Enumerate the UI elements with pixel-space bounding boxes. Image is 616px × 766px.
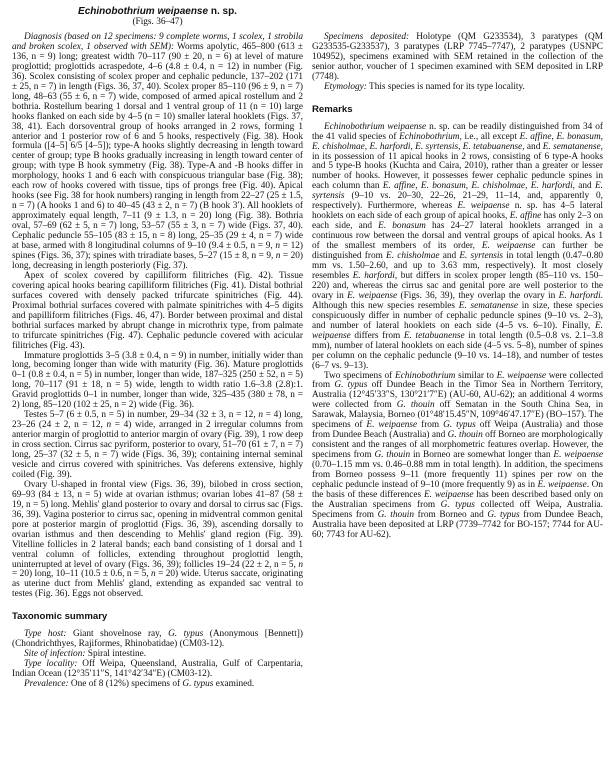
text-run: can further be distinguished from [312, 241, 603, 262]
text-run: , i.e., all except [459, 131, 520, 142]
text-run: has 24–27 lateral hooklets arranged in a continuous row between the dorsal and ventral groups of apical hooks. As 1 of the smallest members of its order, [312, 221, 603, 252]
paragraph [12, 33, 303, 272]
italic-text: E. affine [509, 211, 542, 222]
text-run: from Borneo and [414, 509, 488, 520]
text-run: similar to [455, 370, 497, 381]
text-run: Apex of scolex covered by capilliform filitriches (Fig. 42). Tissue covering apical hooks bearing capilliform filitriches (Fig. 41). Distal bothrial surfaces covered with densely packed trifurcate spinitriches (Fig. 44). Proximal bothrial surfaces covered with palmate spinitriches with 4–5 digits and papilliform filitriches (Figs. 46, 47). Border between proximal and distal bothrial surfaces marked by abrupt change in microthrix type, from palmate to trifurcate spinitriches (Fig. 47). Cephalic peduncle covered with acicular filitriches (Fig. 43). [12, 270, 303, 351]
text-run: (0.70–1.15 mm vs. 0.46–0.88 mm in total length). In addition, the specimens from Borneo possess 9–11 (more frequently 11) spines per row on the cephalic peduncle instead of 9–10 (more frequently 9) as in [312, 460, 603, 490]
italic-text: E. bonasum [420, 181, 466, 192]
italic-text: G. typus [440, 499, 475, 510]
italic-text: E. bonasum [556, 131, 601, 142]
italic-text: Type host: [24, 629, 67, 640]
text-run: One of 8 (12%) specimens of [68, 679, 183, 690]
text-run: , and [522, 141, 543, 152]
italic-text: n [275, 250, 281, 261]
text-run: n. sp. has 4–5 lateral hooklets on each side of each group of apical hooks, [312, 201, 603, 222]
text-run: , [525, 181, 531, 192]
paragraph [12, 352, 303, 412]
species-suffix: n. sp. [208, 6, 237, 17]
italic-text: G. typus [334, 380, 368, 391]
text-run: in total length (0.47–0.80 mm vs. 1.50–2.60, and up to 3.63 mm, respectively). It most closely resembles [312, 251, 604, 281]
paragraph [312, 123, 603, 372]
italic-text: E. weipaense [481, 241, 536, 252]
italic-text: n [275, 241, 281, 252]
text-run: examined. [213, 679, 255, 690]
italic-text: Echinobothrium weipaense [324, 121, 427, 132]
left-column [12, 33, 303, 690]
italic-text: Specimens deposited: [324, 32, 410, 42]
text-run: from [417, 420, 444, 431]
text-run: , [551, 131, 557, 142]
text-run: in Borneo are somewhat longer than [410, 450, 554, 461]
remarks-heading: Remarks [312, 103, 353, 115]
species-name: Echinobothrium weipaense [78, 6, 209, 17]
paragraph [12, 272, 303, 352]
text-run: = 20) long, 10–11 (10.5 ± 0.6, n = 5, [12, 569, 151, 580]
text-run: (9–10 vs. 20–30, 22–26, 21–29, 11–14, and, apparently 0, respectively). Furthermore, whereas [312, 191, 603, 212]
italic-text: Diagnosis (based on 12 specimens: 9 complete worms, 1 scolex, 1 strobila and broken scolex, 1 observed with SEM): [12, 32, 303, 52]
text-run: collected off Weipa, Australia. Specimens from [312, 499, 603, 520]
paragraph [12, 660, 303, 680]
text-run: from Dundee Beach, Australia have been deposited at LRP (7739–7742 for BO-157; 7744 for AU-60; 7743 for AU-62). [312, 509, 604, 540]
text-run: . On the basis of these differences [312, 479, 604, 500]
text-run: (Anonymous [Bennett]) (Chondrichthyes, Rajiformes, Rhinobatidae) (CM03-12). [12, 629, 303, 650]
italic-text: n [106, 420, 112, 431]
paragraph [12, 680, 303, 690]
italic-text: E. weipaense [537, 479, 587, 490]
right-column [312, 33, 603, 541]
italic-text: Echinobothrium [394, 370, 456, 381]
text-run: , [465, 181, 472, 192]
italic-text: E. weipaense [496, 370, 546, 381]
italic-text: n [150, 569, 156, 580]
text-run: has only 2–3 on each side, and [312, 211, 604, 232]
text-run: , [415, 181, 421, 192]
italic-text: E. chisholmae [386, 251, 440, 262]
italic-text: G. typus [182, 679, 214, 690]
italic-text: E. tetabuanense [403, 330, 465, 341]
italic-text: E. syrtensis [459, 251, 504, 262]
text-run: , and [572, 181, 595, 192]
text-run: This species is named for its type locality. [366, 81, 525, 92]
italic-text: E. syrtensis [312, 181, 604, 202]
text-run: Testes 5–7 (6 ± 0.5, n = 5) in number, 29–34 (32 ± 3, n = 12, [24, 410, 259, 421]
text-run: = 20) wide. Uterus saccate, originating as uterine duct from Mehlis' gland, extending as expanded sac ventral to testes (Fig. 36). Eggs not observed. [12, 569, 304, 600]
text-run: and [439, 251, 460, 262]
description-section [12, 33, 303, 600]
italic-text: E. chisholmae [471, 181, 526, 192]
italic-text: E. harfordi [558, 290, 601, 301]
italic-text: E. bonasum [378, 221, 426, 232]
text-run: off Dundee Beach in the Timor Sea in Northern Territory, Australia (12°45′33″S, 130°21′7″E) (AU-60, AU-62); an additional 4 worms were collected from [312, 380, 603, 411]
italic-text: E. weipaense [424, 489, 474, 500]
taxonomic-summary-section [12, 630, 303, 690]
text-run: Off Weipa, Queensland, Australia, Gulf of Carpentaria, Indian Ocean (12°35′11″S, 141°42′34″E) (CM03-12). [12, 659, 303, 680]
text-run: off Weipa (Australia) and those from Dundee Beach (Australia) and [312, 420, 603, 441]
text-run: Worms apolytic, 465–800 (613 ± 136, n = 9) long; greatest width 70–117 (90 ± 20, n = 6) at level of mature proglottid; proglottids acraspedote, 4–6 (4.8 ± 0.4, n = 12) in number (Fig. 36). Scolex consisting of scolex proper and cephalic peduncle, 137–202 (171 ± 25, n = 7) in length (Figs. 36, 37, 40). Scolex proper 85–110 (96 ± 9, n = 7) long, 48–63 (55 ± 6, n = 7) wide, composed of armed apical rostellum and 2 bothria. Rostellum bearing 1 dorsal and 1 ventral group of 11 (n = 10) large hooks flanked on each side by 4–5 (n = 10) smaller lateral hooklets (Figs. 37, 38, 41). Each dorsoventral group of hooks arranged in 2 rows, forming 1 anterior and 1 posterior row of 6 and 5 hooks, respectively (Fig. 38). Hook formula ([4–5] 6/5 [4–5]); type-A hooks slightly decreasing in length toward center of group; type B hooks gradually increasing in length toward center of group; with type B hook symmetry (Fig. 38). Type-A and -B hooks differ in morphology, hooks 1 and 6 each with conspicuous triangular base (Fig. 38); each row of hooks covered with tissue, tips of prongs free (Fig. 40). Apical hooks (see Fig. 38 for hook numbers) ranging in length from 22–27 (25 ± 1.5, n = 7) (A hooks 1 and 6) to 40–45 (43 ± 2, n = 7) (B hook 3′). All hooklets of approximately equal length, 7–11 (9 ± 1.3, n = 20) long (Fig. 38). Bothria oval, 57–69 (62 ± 5, n = 7) long, 53–57 (55 ± 3, n = 7) wide (Figs. 37, 40). Cephalic peduncle 55–105 (83 ± 15, n = 8) long, 25–35 (29 ± 4, n = 7) wide at base, armed with 8 longitudinal columns of 9–10 (9.4 ± 0.5, n = 9, [12, 41, 304, 252]
text-run: = 4) wide, arranged in 2 irregular columns from anterior margin of proglottid to anterior margin of ovary (Fig. 39), 1 row deep in cross section. Cirrus sac pyriform, posterior to ovary, 51–70 (61 ± 7, n = 7) long, 25–37 (32 ± 5, n = 7) wide (Figs. 36, 39); containing internal seminal vesicle and cirrus covered with spinitriches. Vas deferens extensive, highly coiled (Fig. 39). [12, 420, 303, 480]
figure-reference: (Figs. 36–47) [132, 17, 183, 27]
italic-text: G. thouin [447, 430, 483, 441]
text-run: has been described based only on the Australian specimens from [312, 489, 603, 510]
text-run: (Figs. 36, 39), they overlap the ovary in [397, 290, 559, 301]
italic-text: E. syrtensis [415, 141, 459, 152]
text-run: in size, these species conspicuously differ in number of cephalic peduncle spines (9–10 vs. 2–3), and number of lateral hooklets on each side (4–5 vs. 6–10). Finally, [312, 300, 603, 331]
text-run: , [410, 141, 416, 152]
italic-text: Type locality: [24, 659, 78, 670]
italic-text: G. thouin [374, 450, 411, 461]
italic-text: E. harfordi [530, 181, 573, 192]
text-run: , but differs in scolex proper length (85–110 vs. 150–220) and, whereas the cirrus sac and genital pore are well posterior to the ovary in [312, 270, 604, 301]
paragraph [312, 83, 603, 93]
text-run: . Although this new species resembles [312, 290, 603, 311]
species-title [12, 6, 303, 17]
text-run: Spiral intestine. [85, 649, 147, 660]
italic-text: Site of infection: [24, 649, 86, 660]
text-run: Immature proglottids 3–5 (3.8 ± 0.4, n = 9) in number, initially wider than long, becoming longer than wide with maturity (Fig. 36). Mature proglottids 0–1 (0.8 ± 0.4, n = 5) in number, longer than wide, 187–325 (250 ± 52, n = 5) long, 70–117 (91 ± 18, n = 5) wide, length to width ratio 1.6–3.8 (2.8):1. Gravid proglottids 0–1 in number, longer than wide, 325–435 (380 ± 78, n = 2) long, 85–120 (102 ± 25, n = 2) wide (Fig. 36). [12, 350, 303, 411]
italic-text: n [298, 559, 303, 570]
text-run: , [600, 131, 603, 142]
italic-text: E. weipaense [457, 201, 510, 212]
italic-text: E. sematanense [458, 300, 519, 311]
italic-text: Etymology: [324, 81, 367, 92]
italic-text: E. weipaense [347, 290, 398, 301]
paragraph [12, 481, 303, 600]
italic-text: G. typus [168, 629, 204, 640]
italic-text: G. thouin [396, 400, 435, 411]
italic-text: E. harfordi [369, 141, 411, 152]
italic-text: G. typus [487, 509, 520, 520]
text-run: Holotype (QM G233534), 3 paratypes (QM G233535-G233537), 3 paratypes (LRP 7745–7747), 2 paratypes (USNPC 104952), specimens examined with SEM retained in the collection of the senior author, voucher of 1 specimen examined with SEM deposited in LRP (7748). [312, 32, 603, 82]
text-run: were collected from [312, 370, 604, 391]
text-run: in total length (0.5–0.8 vs. 2.1–3.8 mm), number of lateral hooklets on each side (4–5 vs. 5–8), number of spines per column on the cephalic peduncle (9–10 vs. 14–18), and number of testes (6–7 vs. 9–13). [312, 330, 603, 371]
italic-text: E. weipaense [553, 450, 603, 461]
text-run: Two specimens of [324, 370, 395, 381]
italic-text: E. affine [382, 181, 416, 192]
text-run: differs from [350, 330, 404, 341]
taxonomic-summary-heading: Taxonomic summary [12, 611, 108, 623]
paragraph [312, 372, 603, 541]
text-run: Ovary U-shaped in frontal view (Figs. 36, 39), bilobed in cross section, 69–93 (84 ± 13, n = 5) wide at ovarian isthmus; ovarian lobes 41–87 (58 ± 19, n = 5) long. Mehlis' gland posterior to ovary and dorsal to cirrus sac (Figs. 36, 39). Vagina posterior to cirrus sac, opening in midventral common genital pore at posterior margin of proglottid (Figs. 36, 39), ascending dorsally to ovarian isthmus and then descending to Mehlis' gland region (Fig. 39). Vitelline follicles in 2 lateral bands; each band consisting of 1 dorsal and 1 ventral column of follicles, extending throughout proglottid length, uninterrupted at level of ovary (Figs. 36, 39); follicles 19–24 (22 ± 2, n = 5, [12, 479, 303, 570]
text-run: = 12) spines (Figs. 36, 37); spines with triradiate bases, 5–27 (15 ± 8, n = 9, [12, 241, 303, 261]
text-run: = 4) long, 23–26 (24 ± 2, n = 12, [12, 410, 303, 431]
italic-text: G. typus [443, 420, 476, 431]
text-run: , [364, 141, 370, 152]
italic-text: E. weipaense [312, 320, 603, 341]
remarks-section [312, 123, 603, 541]
text-run: Giant shovelnose ray, [66, 629, 169, 640]
italic-text: Prevalence: [24, 679, 69, 690]
italic-text: Echinobothrium [399, 131, 460, 142]
italic-text: G. thouin [377, 509, 415, 520]
paragraph [12, 411, 303, 481]
italic-text: E. affine [519, 131, 552, 142]
text-run: , in its possession of 11 apical hooks in 2 rows, consisting of 6 type-A hooks and 5 type-B hooks (Kuchta and Caira, 2010), rather than a greater or lesser number of hooks. However, it possesses fewer cephalic peduncle spines in each column than [312, 141, 603, 192]
italic-text: E. chisholmae [312, 141, 365, 152]
paragraph [312, 33, 603, 83]
text-run: = 20) long, decreasing in length posteriorly (Fig. 37). [12, 250, 303, 271]
text-run: n. sp. can be readily distinguished from 34 of the 41 valid species of [312, 121, 603, 142]
italic-text: E. weipaense [366, 420, 418, 431]
italic-text: E. harfordi [352, 270, 395, 281]
text-run: , [458, 141, 463, 152]
paragraph [12, 630, 303, 650]
text-run: off Borneo are morphologically consistent and the ranges of all morphometric features overlap. However, the specimens from [312, 430, 604, 461]
italic-text: E. sematanense [542, 141, 601, 152]
italic-text: n [258, 410, 264, 421]
deposition-section [312, 33, 603, 93]
italic-text: E. tetabuanense [462, 141, 523, 152]
text-run: off Sematan in the South China Sea, in Sarawak, Malaysia, Borneo (01°48′15.45″N, 109°46′47.17″E) (BO–157). The specimens of [312, 400, 603, 431]
